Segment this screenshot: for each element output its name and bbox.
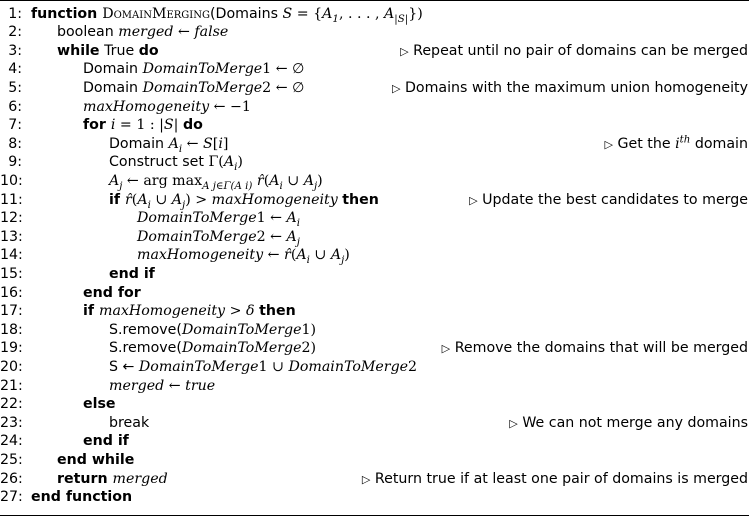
text-token: ( [263,172,270,189]
math-token: merged [112,470,168,487]
algorithm-line [0,153,749,172]
line-code [137,246,350,265]
keyword: end if [109,265,155,282]
keyword: if [109,191,125,208]
line-number: 11: [0,191,23,208]
text-token: ∪ [309,247,331,264]
math-token: maxHomogeneity [211,191,338,208]
math-token: S [282,5,293,22]
comment-triangle-icon: ▷ [361,472,371,486]
line-code [109,191,379,210]
math-token: maxHomogeneity [83,98,210,115]
line-code [83,116,203,135]
math-token: i [306,255,310,267]
text-token: 1 ∪ [258,358,289,375]
text-token: 2 [408,358,418,375]
text-token: S.remove( [109,340,182,357]
line-code [83,98,251,117]
line-number: 21: [0,377,23,394]
text-token: 1) [301,321,317,338]
comment-triangle-icon: ▷ [604,137,613,151]
algorithm-line [0,228,749,247]
text-token: ← [263,247,285,264]
text-token: Domain [83,79,143,96]
line-code [109,172,323,191]
math-token: 1 [332,13,339,25]
algorithm-line [0,451,749,470]
keyword: end for [83,284,141,301]
text-token: = 1 : | [115,117,164,134]
math-token: S [163,117,174,134]
algorithm-line [0,98,749,117]
text-token: Domain [83,61,143,78]
text-token: domain [690,135,748,152]
line-number: 23: [0,414,23,431]
line-comment [392,79,748,99]
line-number: 24: [0,433,23,450]
line-number: 25: [0,451,23,468]
algorithm-line [0,42,749,61]
line-comment [509,414,748,434]
math-token: A [137,191,148,208]
algorithm-line [0,246,749,265]
math-token: δ [246,303,255,320]
algorithm-line [0,395,749,414]
line-number: 2: [8,24,22,41]
text-token: ( [290,247,297,264]
line-code [83,432,129,451]
math-token: i [218,135,223,152]
math-token: j [182,199,186,211]
math-token: merged [109,377,165,394]
comment-triangle-icon: ▷ [441,342,451,356]
comment-text: Update the best candidates to merge [482,191,748,208]
text-token: ← [182,135,204,152]
line-code [57,470,168,489]
line-comment [400,42,748,62]
comment-text: Remove the domains that will be merged [454,340,748,357]
text-token: break [109,414,150,431]
line-comment [604,135,748,155]
math-token: r̂ [124,191,132,208]
math-token: A [303,172,314,189]
keyword: if [83,303,99,320]
line-number: 9: [8,154,22,171]
math-token: false [194,24,229,41]
algorithm-line [0,414,749,433]
algorithm-line [0,209,749,228]
math-token: maxHomogeneity [98,303,226,320]
algorithm-line [0,79,749,98]
math-token: A [223,154,235,171]
line-code [109,135,228,154]
math-token: i [178,143,183,155]
line-code [109,339,316,358]
text-token: boolean [57,24,119,41]
math-token: merged [118,24,174,41]
line-comment [442,339,748,359]
comment-triangle-icon: ▷ [400,44,409,58]
algorithm-line [0,339,749,358]
line-code [83,284,141,303]
line-number: 10: [0,172,23,189]
algorithm-line [0,358,749,377]
line-number: 13: [0,228,23,245]
text-token: }) [408,5,423,22]
comment-triangle-icon: ▷ [469,193,478,207]
math-token: A [269,172,280,189]
keyword: for [83,117,111,134]
text-token: S ← [109,358,139,375]
text-token: ∪ [150,191,172,208]
text-token: ← −1 [209,98,251,115]
line-code [57,23,228,42]
text-token: ← [164,377,186,394]
line-number: 18: [0,321,23,338]
math-token: DomainToMerge [142,79,263,96]
text-token: 2 ← [256,228,287,245]
line-number: 17: [0,303,23,320]
text-token: ( [131,191,138,208]
text-token: 2 ← ∅ [262,79,305,96]
math-token: j [296,236,300,248]
math-token: S [203,135,213,152]
math-token: A [286,228,297,245]
algorithm-line [0,470,749,489]
line-code [57,451,134,470]
math-token: j [341,255,345,267]
math-token: DomainToMerge [181,340,302,357]
line-comment [469,191,748,211]
text-token: Construct set [109,154,209,171]
text-token: (Domains [210,5,283,22]
comment-triangle-icon: ▷ [391,81,401,95]
algorithm-line [0,191,749,210]
line-number: 15: [0,265,23,282]
math-token: A [384,5,395,22]
text-token: ← [173,24,195,41]
text-token: ∪ [282,172,304,189]
line-number: 22: [0,396,23,413]
text-token: DomainMerging [102,5,210,22]
line-number: 16: [0,284,23,301]
text-token: S.remove( [109,321,182,338]
math-token: i [296,217,301,229]
line-number: 6: [8,98,22,115]
line-code [31,5,423,24]
line-code [83,60,304,79]
text-token: 1 ← ∅ [262,61,305,78]
line-number: 8: [8,135,22,152]
math-token: maxHomogeneity [137,247,264,264]
math-token: i [234,162,238,174]
line-comment [362,470,748,490]
text-token: ) > [185,191,212,208]
math-token: |S| [394,13,409,25]
line-code [109,414,149,433]
algorithm-line [0,321,749,340]
line-code [109,321,316,340]
math-token: i [675,135,680,152]
math-token: j [313,180,318,192]
text-token: ) [317,172,323,189]
algorithm-line [0,5,749,24]
text-token: Γ( [208,154,224,171]
algorithm-line [0,284,749,303]
text-token: = { [292,5,323,22]
math-token: true [185,377,216,394]
algorithm-line [0,265,749,284]
math-token: A [171,191,183,208]
algorithm-line [0,135,749,154]
math-token: i [147,199,151,211]
keyword: while [57,42,100,59]
text-token: , . . . , [338,5,385,22]
keyword: end while [57,451,135,468]
math-token: i [110,117,116,134]
math-token: A [330,247,342,264]
math-token: j [119,180,123,192]
text-token: 1 ← [256,210,287,227]
line-number: 1: [8,5,22,22]
algorithm-line [0,432,749,451]
algorithm-line [0,60,749,79]
algorithm-line [0,172,749,191]
algorithm-line [0,488,749,507]
keyword: do [182,117,203,134]
text-token: ) [237,154,243,171]
math-token: r̂ [284,247,291,264]
line-code [57,42,159,61]
algorithm-line [0,377,749,396]
keyword: then [259,303,296,320]
math-token: i [279,180,283,192]
algorithm-line [0,116,749,135]
math-token: DomainToMerge [288,358,409,375]
keyword: do [138,42,159,59]
math-token: DomainToMerge [137,228,257,245]
text-token: ) [344,247,350,264]
math-token: th [679,133,691,145]
line-code [109,358,417,377]
text-token: [ [212,135,219,152]
math-token: DomainToMerge [142,61,263,78]
algorithm-line [0,23,749,42]
comment-triangle-icon: ▷ [509,416,518,430]
line-code [137,209,300,228]
text-token: > [225,303,246,320]
line-code [137,228,300,247]
keyword: else [83,396,116,413]
line-number: 5: [8,79,22,96]
line-number: 14: [0,247,23,264]
keyword: then [342,191,379,208]
line-number: 26: [0,470,23,487]
comment-text: We can not merge any domains [522,414,748,431]
math-token: A [109,172,120,189]
line-number: 7: [8,117,22,134]
line-code [83,302,296,321]
math-token: A [168,135,179,152]
algorithm-line [0,302,749,321]
comment-text: Return true if at least one pair of domains is merged [374,470,748,487]
text-token: True [99,42,139,59]
line-code [83,395,116,414]
math-token: DomainToMerge [137,210,257,227]
line-number: 3: [8,42,22,59]
math-token: DomainToMerge [138,358,259,375]
text-token: ] [222,135,229,152]
text-token: Domain [109,135,169,152]
line-code [31,488,132,507]
line-code [109,265,155,284]
text-token: 2) [301,340,317,357]
text-token: Get the [617,135,676,152]
comment-text: Domains with the maximum union homogeneity [405,79,748,96]
math-token: DomainToMerge [181,321,302,338]
math-token: r̂ [256,172,264,189]
line-number: 4: [8,61,22,78]
text-token: ← arg max [122,172,203,189]
math-token: A [322,5,333,22]
keyword: return [57,470,113,487]
math-token: A j∈Γ(A i) [202,180,253,192]
line-number: 27: [0,489,23,506]
line-code [83,79,304,98]
keyword: function [31,5,103,22]
keyword: end if [83,433,129,450]
keyword: end function [31,489,133,506]
line-number: 12: [0,210,23,227]
comment-text: Repeat until no pair of domains can be merged [413,42,748,59]
line-code [109,153,243,172]
text-token: | [173,117,183,134]
line-number: 19: [0,340,23,357]
line-number: 20: [0,358,23,375]
line-code [109,377,215,396]
math-token: A [286,210,297,227]
math-token: A [296,247,307,264]
